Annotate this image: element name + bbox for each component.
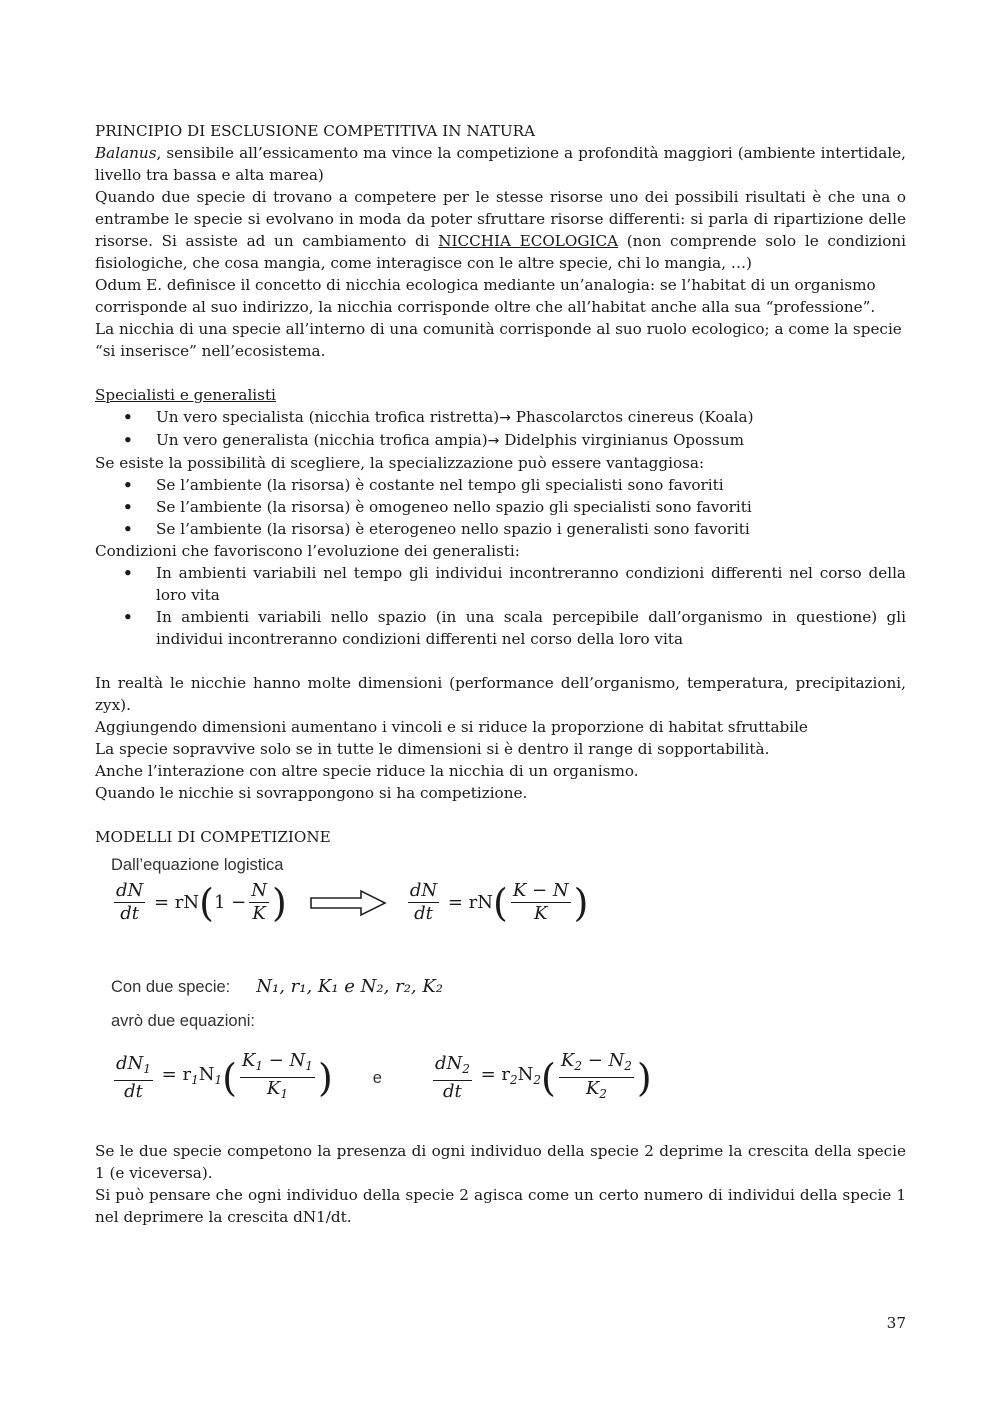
list-item: • Se l’ambiente (la risorsa) è costante nel tempo gli specialisti sono favoriti [95,474,906,496]
list-item: • In ambienti variabili nello spazio (in una scala percepibile dall’organismo in questione) gli individui incontreranno condizioni differenti nel corso della loro vita [95,606,906,650]
list-specialization-conditions [95,474,906,540]
equation-figure [111,852,906,1132]
list-item: • Un vero specialista (nicchia trofica ristretta)→ Phascolarctos cinereus (Koala) [95,406,906,429]
figure-label-two-species: Con due specie: [111,978,231,996]
paragraph-competition-effect: Se le due specie competono la presenza di ogni individuo della specie 2 deprime la crescita della specie 1 (e viceversa). [95,1142,906,1182]
paragraph-specialization-intro: Se esiste la possibilità di scegliere, la specializzazione può essere vantaggiosa: [95,454,705,472]
conjunction-e: e [372,1068,382,1087]
figure-label-two-equations: avrò due equazioni: [111,1012,256,1030]
list-generalist-conditions [95,562,906,650]
figure-label-logistic: Dall’equazione logistica [111,856,284,874]
species-parameters: N₁, r₁, K₁ e N₂, r₂, K₂ [256,976,444,997]
term-ecological-niche: NICCHIA ECOLOGICA [438,232,619,250]
paragraph-interaction: Anche l’interazione con altre specie riduce la nicchia di un organismo. [95,762,639,780]
paragraph-odum: Odum E. definisce il concetto di nicchia ecologica mediante un’analogia: se l’habitat di un organismo corrisponde al suo indirizzo, la nicchia corrisponde oltre che all’habitat anche alla sua “professione”. [95,276,876,316]
transform-arrow-icon [309,888,389,918]
list-item: • Se l’ambiente (la risorsa) è eterogeneo nello spazio i generalisti sono favoriti [95,518,906,540]
list-item: • Un vero generalista (nicchia trofica ampia)→ Didelphis virginianus Opossum [95,429,906,452]
list-item: • In ambienti variabili nel tempo gli individui incontreranno condizioni differenti nel corso della loro vita [95,562,906,606]
two-species-row [111,976,443,998]
list-item: • Se l’ambiente (la risorsa) è omogeneo nello spazio gli specialisti sono favoriti [95,496,906,518]
arrow-right-icon: → [487,433,500,449]
document-page [95,120,906,1228]
paragraph-generalist-intro: Condizioni che favoriscono l’evoluzione dei generalisti: [95,542,520,560]
paragraph-constraints: Aggiungendo dimensioni aumentano i vincoli e si riduce la proporzione di habitat sfruttabile [95,718,808,736]
paragraph-resource-partitioning: Quando due specie di trovano a competere per le stesse risorse uno dei possibili risultati è che una o entrambe le specie si evolvano in moda da poter sfruttare risorse differenti: si parla di ripartizione delle risorse. Si assiste ad un cambiamento di NICCHIA ECOLOGICA (non comprende solo le condizioni fisiologiche, che cosa mangia, come interagisce con le altre specie, chi lo mangia, …) [95,188,907,272]
paragraph-tolerance-range: La specie sopravvive solo se in tutte le dimensioni si è dentro il range di sopportabilità. [95,740,770,758]
page-number: 37 [886,1314,906,1332]
paragraph-overlap: Quando le nicchie si sovrappongono si ha competizione. [95,784,528,802]
logistic-equation-row: $\frac{dN}{dt}$ = rN ( 1 − $\frac{N}{K}$ ) $\frac{dN}{dt}$ = rN ( $\frac{K - N}{K}$ ) [116,880,589,925]
list-specialist-generalist [95,406,906,452]
heading-specialists-generalists: Specialisti e generalisti [95,386,276,404]
paragraph-niche-dimensions: In realtà le nicchie hanno molte dimensioni (performance dell’organismo, temperatura, precipitazioni, zyx). [95,674,906,714]
paragraph-niche-role: La nicchia di una specie all’interno di una comunità corrisponde al suo ruolo ecologico; a come la specie “si inserisce” nell’ecosistema. [95,320,902,360]
section-title-competitive-exclusion: PRINCIPIO DI ESCLUSIONE COMPETITIVA IN NATURA [95,122,536,140]
paragraph-balanus: Balanus, sensibile all’essicamento ma vince la competizione a profondità maggiori (ambiente intertidale, livello tra bassa e alta marea) [95,144,906,184]
arrow-right-icon: → [499,410,511,426]
paragraph-competition-coefficient: Si può pensare che ogni individuo della specie 2 agisca come un certo numero di individui della specie 1 nel deprimere la crescita dN1/dt. [95,1186,906,1226]
balanus-term: Balanus [95,144,157,162]
section-title-competition-models: MODELLI DI COMPETIZIONE [95,828,331,846]
two-species-equations-row: $\frac{dN_1}{dt}$ = $r_1N_1$ ( $\frac{K_1 - N_1}{K_1}$ ) e $\frac{dN_2}{dt}$ = $r_2N_2$ ( $\frac{K_2 - N_2}{K_2}$ ) [116,1050,652,1102]
